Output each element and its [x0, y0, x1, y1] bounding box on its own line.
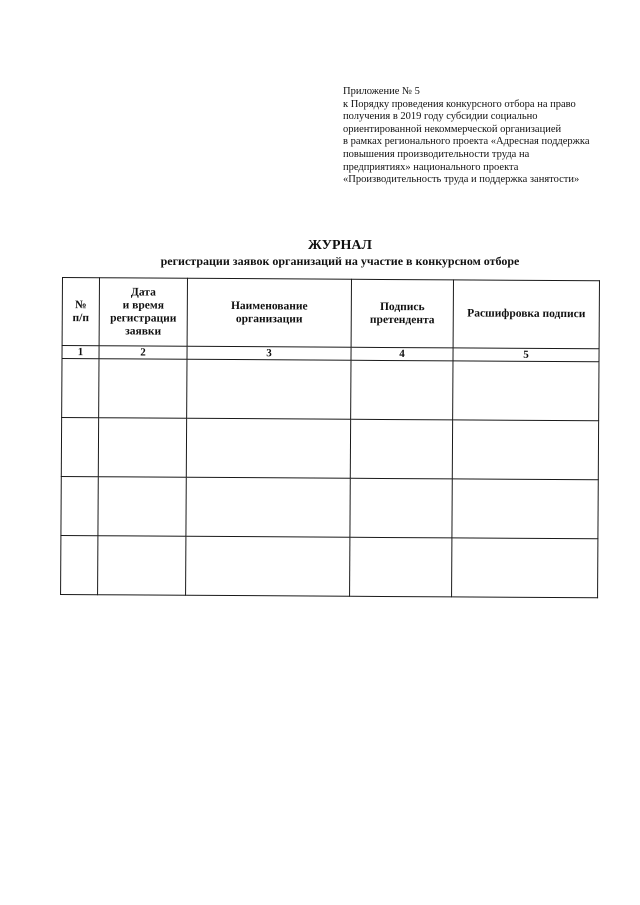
column-number: 5 [453, 348, 599, 362]
empty-cell [98, 536, 186, 596]
column-number: 2 [99, 346, 187, 360]
empty-cell [350, 419, 452, 479]
empty-cell [453, 361, 599, 421]
appendix-note [343, 86, 613, 187]
table-row [61, 535, 598, 597]
column-number: 3 [187, 346, 351, 360]
column-number: 4 [351, 347, 453, 361]
empty-cell [186, 477, 350, 537]
header-applicant-signature-label: Подпись претендента [369, 300, 435, 326]
appendix-line: в рамках регионального проекта «Адресная поддержка [343, 136, 590, 148]
empty-cell [186, 418, 350, 478]
appendix-line: Приложение № 5 [343, 86, 420, 97]
header-organization-name-label: Наименование организации [230, 299, 308, 325]
appendix-line: предприятиях» национального проекта [343, 161, 519, 173]
header-organization-name [187, 278, 351, 347]
empty-cell [452, 538, 598, 598]
header-date-time-label: Дата и время регистрации заявки [110, 285, 177, 338]
empty-cell [61, 535, 98, 594]
empty-cell [98, 477, 186, 537]
empty-cell [61, 418, 98, 477]
header-applicant-signature [351, 279, 453, 348]
header-signature-transcript-label: Расшифровка подписи [467, 307, 586, 321]
header-number [62, 278, 99, 346]
table-row [62, 359, 599, 421]
empty-cell [186, 536, 350, 596]
journal-title: ЖУРНАЛ [308, 238, 372, 253]
empty-cell [98, 418, 186, 478]
table-row [61, 476, 598, 538]
empty-cell [350, 537, 452, 597]
appendix-line: ориентированной некоммерческой организацией [343, 123, 562, 135]
journal-subtitle: регистрации заявок организаций на участие в конкурсном отборе [160, 254, 520, 268]
empty-cell [61, 476, 98, 535]
appendix-line: получения в 2019 году субсидии социально [343, 111, 538, 123]
empty-cell [187, 359, 351, 419]
appendix-line: к Порядку проведения конкурсного отбора на право [343, 98, 576, 110]
registration-journal-table [60, 277, 600, 598]
empty-cell [99, 359, 187, 419]
empty-cell [452, 420, 598, 480]
table-header-row [62, 278, 599, 349]
header-date-time [99, 278, 187, 347]
table-row [61, 418, 598, 480]
empty-cell [452, 479, 598, 539]
journal-title-block [60, 238, 600, 269]
empty-cell [62, 359, 99, 418]
column-number: 1 [62, 346, 99, 359]
appendix-line: «Производительность труда и поддержка занятости» [343, 174, 580, 186]
empty-cell [350, 478, 452, 538]
appendix-line: повышения производительности труда на [343, 148, 530, 160]
header-number-label: № п/п [72, 298, 90, 324]
header-signature-transcript [453, 280, 599, 349]
empty-cell [351, 360, 453, 420]
